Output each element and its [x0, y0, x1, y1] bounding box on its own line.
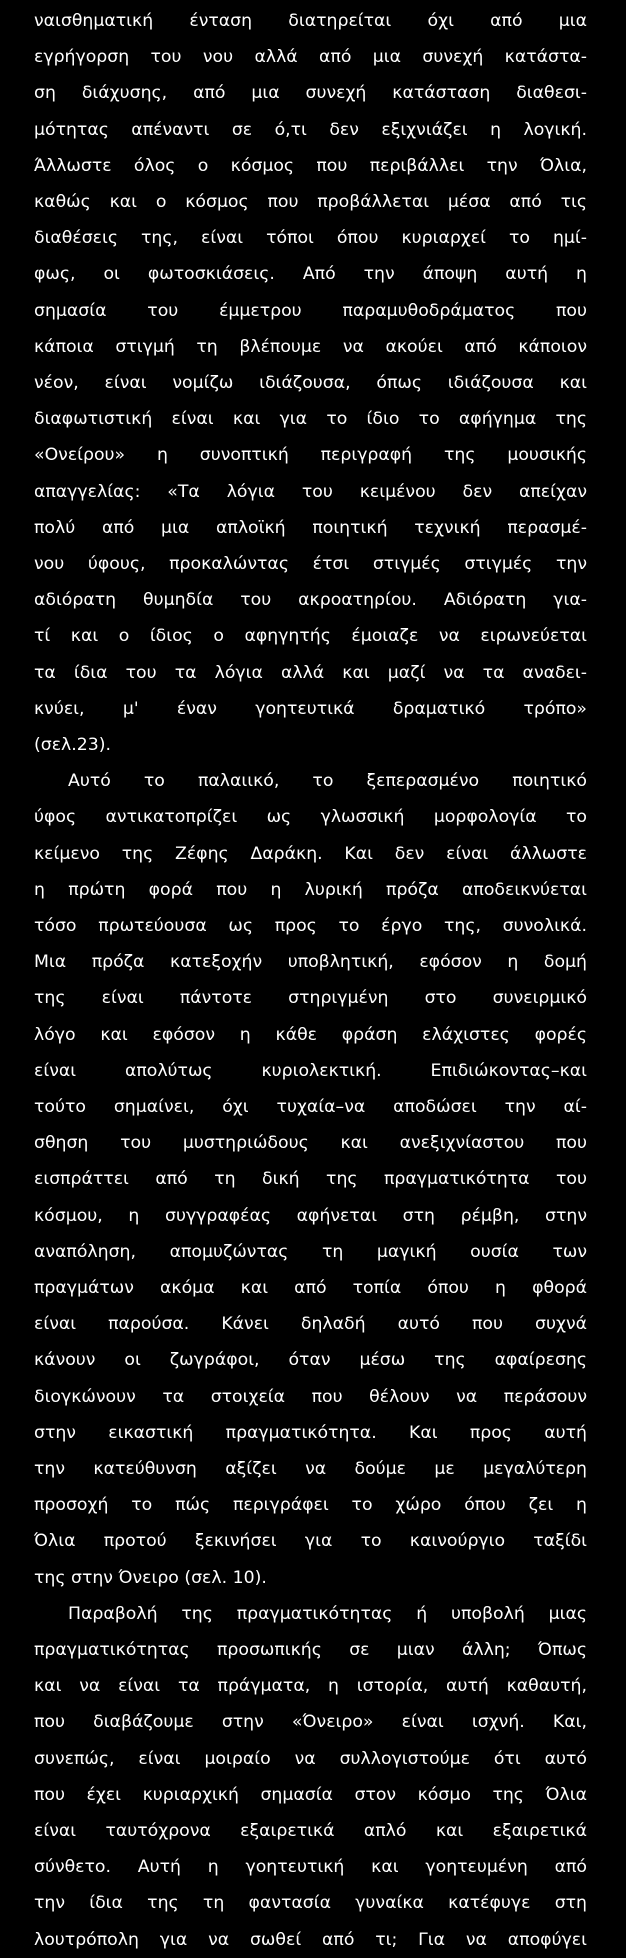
text-line: τόσο πρωτεύουσα ως προς το έργο της, συνολικά.: [34, 916, 587, 936]
text-line: που διαβάζουμε στην «Όνειρο» είναι ισχνή. Και,: [34, 1712, 587, 1733]
text-line: Μια πρόζα κατεξοχήν υποβλητική, εφόσον η δομή: [34, 952, 587, 973]
text-line: κείμενο της Ζέφης Δαράκη. Και δεν είναι άλλωστε: [34, 843, 587, 864]
text-line: η πρώτη φορά που η λυρική πρόζα αποδεικνύεται: [34, 879, 587, 900]
text-line: ναισθηματική ένταση διατηρείται όχι από μια: [34, 11, 587, 31]
text-line: τα ίδια του τα λόγια αλλά και μαζί να τα αναδει-: [34, 662, 587, 683]
text-line: κνύει, μ' έναν γοητευτικά δραματικό τρόπο»: [34, 698, 587, 719]
text-line: που έχει κυριαρχική σημασία στον κόσμο της Όλια: [34, 1784, 587, 1805]
text-line: απαγγελίας: «Τα λόγια του κειμένου δεν απείχαν: [34, 481, 587, 502]
text-line: λόγο και εφόσον η κάθε φράση ελάχιστες φορές: [34, 1024, 587, 1045]
text-line: τούτο σημαίνει, όχι τυχαία–να αποδώσει την αί-: [34, 1097, 587, 1117]
text-line: διαφωτιστική είναι και για το ίδιο το αφήγημα της: [34, 409, 587, 430]
text-line: είναι απολύτως κυριολεκτική. Επιδιώκοντας–και: [34, 1060, 587, 1081]
text-line: αδιόρατη θυμηδία του ακροατηρίου. Αδιόρατη για-: [34, 590, 587, 611]
text-line: μότητας απέναντι σε ό,τι δεν εξιχνιάζει η λογική.: [34, 119, 587, 140]
text-line: εγρήγορση του νου αλλά από μια συνεχή κατάστα-: [34, 47, 587, 68]
text-line: πολύ από μια απλοϊκή ποιητική τεχνική περασμέ-: [34, 517, 587, 538]
text-line: νου ύφους, προκαλώντας έτσι στιγμές στιγμές την: [34, 554, 587, 574]
text-line: «Ονείρου» η συνοπτική περιγραφή της μουσικής: [34, 445, 587, 466]
text-line: διαθέσεις της, είναι τόποι όπου κυριαρχεί το ημί-: [34, 228, 587, 249]
text-line: ύφος αντικατοπρίζει ως γλωσσική μορφολογία το: [34, 807, 587, 828]
text-line: σθηση του μυστηριώδους και ανεξιχνίαστου που: [34, 1133, 587, 1154]
text-line: της στην Όνειρο (σελ. 10).: [34, 1567, 267, 1588]
text-line: τί και ο ίδιος ο αφηγητής έμοιαζε να ειρωνεύεται: [34, 626, 587, 647]
text-line: είναι ταυτόχρονα εξαιρετικά απλό και εξαιρετικά: [34, 1821, 587, 1841]
text-line: και να είναι τα πράγματα, η ιστορία, αυτή καθαυτή,: [34, 1676, 587, 1697]
text-line: την κατεύθυνση αξίζει να δούμε με μεγαλύτερη: [34, 1459, 587, 1479]
text-line: ση διάχυσης, από μια συνεχή κατάσταση διαθεσι-: [34, 83, 587, 104]
text-line: προσοχή το πώς περιγράφει το χώρο όπου ζει η: [34, 1495, 587, 1516]
text-line: Άλλωστε όλος ο κόσμος που περιβάλλει την Όλια,: [34, 155, 587, 176]
text-line: (σελ.23).: [34, 735, 111, 755]
text-line: συνεπώς, είναι μοιραίο να συλλογιστούμε ότι αυτό: [34, 1748, 587, 1769]
text-line: κάνουν οι ζωγράφοι, όταν μέσω της αφαίρεσης: [34, 1350, 587, 1371]
text-line: λουτρόπολη για να σωθεί από τι; Για να αποφύγει: [34, 1929, 587, 1950]
text-line: της είναι πάντοτε στηριγμένη στο συνειρμικό: [34, 988, 587, 1009]
text-line: κόσμου, η συγγραφέας αφήνεται στη ρέμβη, στην: [34, 1205, 587, 1226]
text-line: σύνθετο. Αυτή η γοητευτική και γοητευμένη από: [34, 1857, 587, 1878]
text-line: Αυτό το παλαιικό, το ξεπερασμένο ποιητικό: [68, 771, 587, 792]
text-line: πραγμάτων ακόμα και από τοπία όπου η φθορά: [34, 1278, 587, 1298]
text-line: καθώς και ο κόσμος που προβάλλεται μέσα από τις: [34, 192, 587, 212]
text-line: αναπόληση, απομυζώντας τη μαγική ουσία των: [34, 1241, 587, 1262]
text-line: κάποια στιγμή τη βλέπουμε να ακούει από κάποιον: [34, 336, 587, 357]
text-line: φως, οι φωτοσκιάσεις. Από την άποψη αυτή η: [34, 264, 587, 285]
text-line: σημασία του έμμετρου παραμυθοδράματος που: [34, 300, 587, 321]
text-line: Παραβολή της πραγματικότητας ή υποβολή μιας: [68, 1603, 587, 1624]
text-line: στην εικαστική πραγματικότητα. Και προς αυτή: [34, 1422, 587, 1443]
text-line: την ίδια της τη φαντασία γυναίκα κατέφυγε στη: [34, 1893, 587, 1914]
text-line: Όλια προτού ξεκινήσει για το καινούργιο ταξίδι: [34, 1531, 587, 1552]
text-line: είναι παρούσα. Κάνει δηλαδή αυτό που συχνά: [34, 1314, 587, 1335]
text-line: πραγματικότητας προσωπικής σε μιαν άλλη; Όπως: [34, 1640, 587, 1660]
text-line: νέον, είναι νομίζω ιδιάζουσα, όπως ιδιάζουσα και: [34, 373, 587, 393]
text-line: διογκώνουν τα στοιχεία που θέλουν να περάσουν: [34, 1386, 587, 1407]
text-line: εισπράττει από τη δική της πραγματικότητα του: [34, 1169, 587, 1190]
